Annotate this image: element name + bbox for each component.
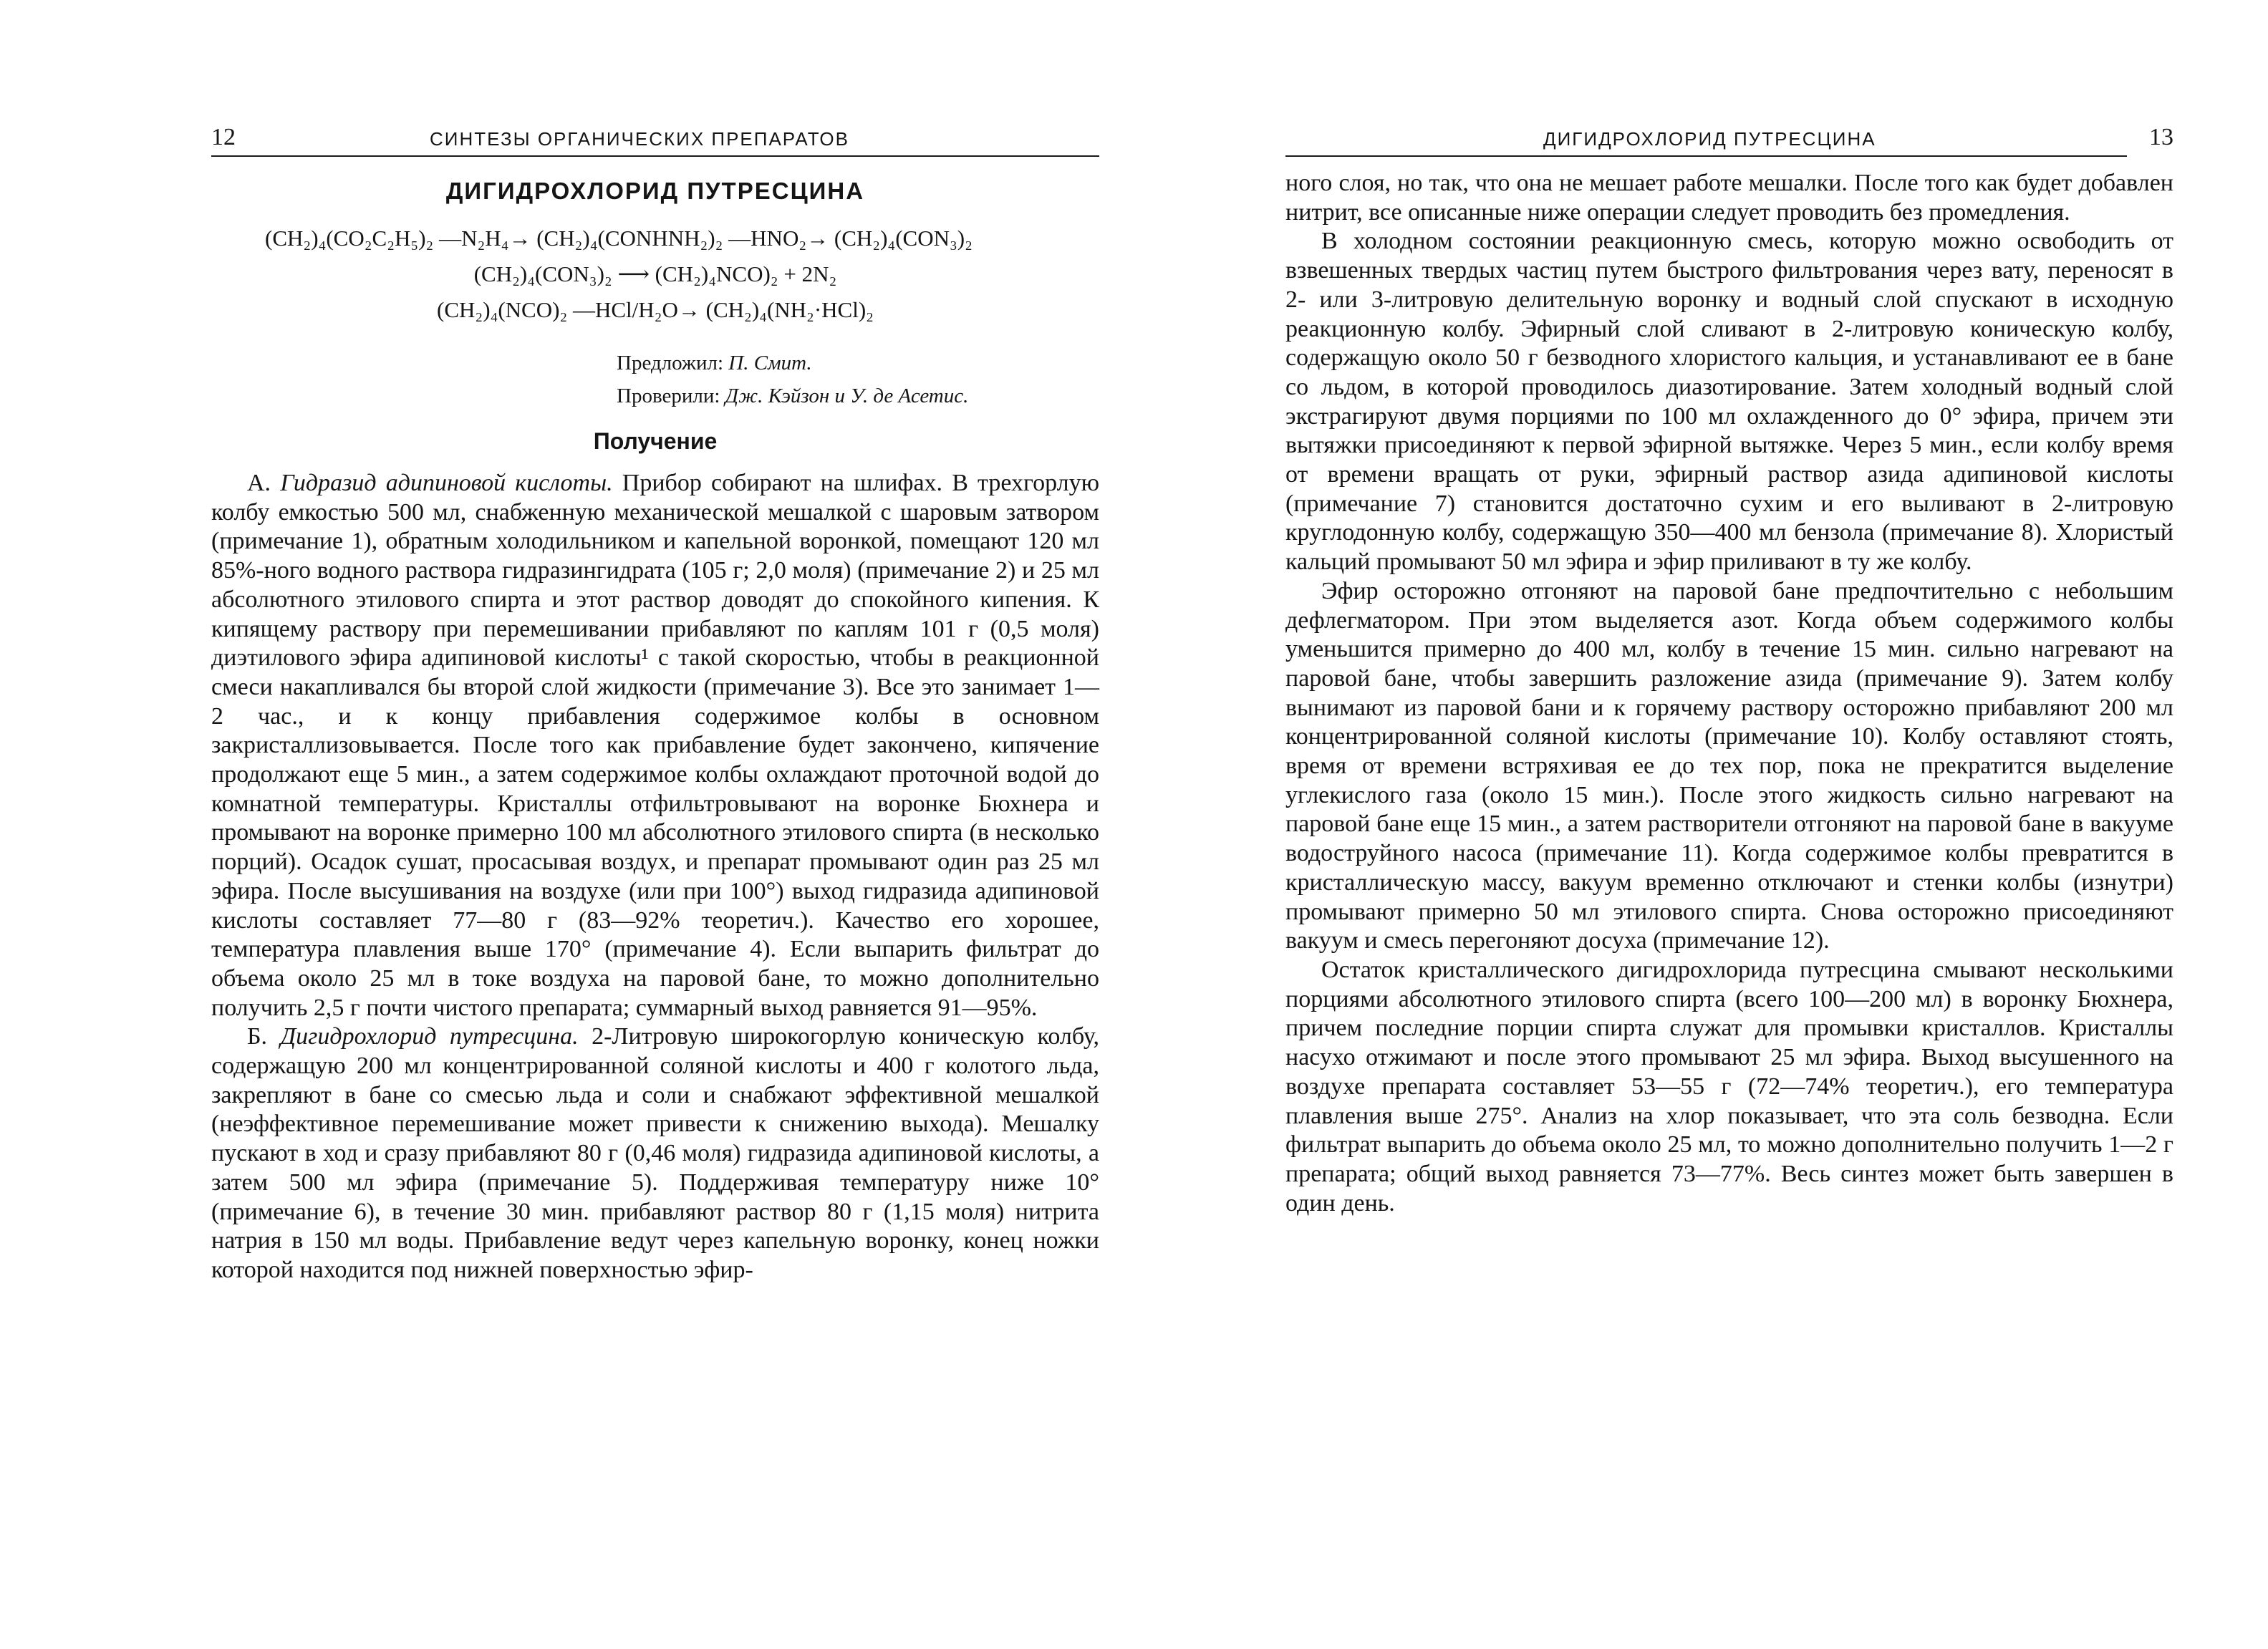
left-content [211, 178, 1099, 1285]
reaction-equation-2: (CH₂)₄(CON₃)₂ ⟶ (CH₂)₄NCO)₂ + 2N₂ [473, 261, 837, 286]
paragraph-residue: Остаток кристаллического дигидрохлорида путресцина смывают несколькими порциями абсолютного этилового спирта (всего 100—200 мл) в воронку Бюхнера, причем последние порции спирта служат для промывки кристаллов. Кристаллы насухо отжимают и после этого промывают 25 мл эфира. Выход высушенного на воздухе препарата составляет 53—55 г (72—74% теоретич.), его температура плавления выше 275°. Анализ на хлор показывает, что эта соль безводна. Если фильтрат выпарить до объема около 25 мл, то можно дополнительно получить 1—2 г препарата; общий выход равняется 73—77%. Весь синтез может быть завершен в один день. [1285, 956, 2173, 1217]
paragraph-ether-distillation: Эфир осторожно отгоняют на паровой бане предпочтительно с небольшим дефлегматором. При этом выделяется азот. Когда объем содержимого колбы уменьшится примерно до 400 мл, колбу в течение 15 мин. сильно нагревают на паровой бане, чтобы завершить разложение азида (примечание 9). Затем колбу вынимают из паровой бани и к горячему раствору осторожно прибавляют 200 мл концентрированной соляной кислоты (примечание 10). Колбу оставляют стоять, время от времени встряхивая ее до тех пор, пока не прекратится выделение углекислого газа (около 15 мин.). После этого жидкость сильно нагревают на паровой бане еще 15 мин., а затем растворители отгоняют на паровой бане в вакууме водоструйного насоса (примечание 11). Когда содержимое колбы превратится в кристаллическую массу, вакуум временно отключают и стенки колбы (изнутри) промывают примерно 50 мл этилового спирта. Снова осторожно присоединяют вакуум и смесь перегоняют досуха (примечание 12). [1285, 577, 2173, 954]
paragraph-continued: ного слоя, но так, что она не мешает работе мешалки. После того как будет добавлен нитрит, все описанные ниже операции следует проводить без промедления. [1285, 170, 2173, 226]
right-running-head [1285, 118, 2173, 161]
reaction-equation-1: (CH₂)₄(CO₂C₂H₅)₂ —N₂H₄→ (CH₂)₄(CONHNH₂)₂ —HNO₂→ (CH₂)₄(CON₃)₂ [265, 226, 973, 251]
paragraph-b-text: 2-Литровую широкогорлую коническую колбу, содержащую 200 мл концентрированной соляной кислоты и 400 г колотого льда, закрепляют в бане со смесью льда и соли и снабжают эффективной мешалкой (неэффективное перемешивание может привести к снижению выхода). Мешалку пускают в ход и сразу прибавляют 80 г (0,46 моля) гидразида адипиновой кислоты, а затем 500 мл эфира (примечание 5). Поддерживая температуру ниже 10° (примечание 6), в течение 30 мин. прибавляют раствор 80 г (1,15 моля) нитрита натрия в 150 мл воды. Прибавление ведут через капельную воронку, конец ножки которой находится под нижней поверхностью эфир- [211, 1023, 1099, 1283]
section-title: Получение [593, 428, 718, 454]
left-head-rule [211, 155, 1099, 157]
paragraph-b [211, 1022, 1099, 1285]
checked-names: Дж. Кэйзон и У. де Асетис. [725, 385, 969, 407]
right-head-rule [1285, 155, 2127, 157]
left-page-number: 12 [211, 124, 236, 150]
paragraph-a [211, 469, 1099, 1022]
article-title: ДИГИДРОХЛОРИД ПУТРЕСЦИНА [445, 178, 865, 204]
right-page-number: 13 [2149, 124, 2173, 150]
credit-proposed [617, 347, 1099, 379]
checked-label: Проверили: [617, 385, 720, 407]
paragraph-b-heading: Дигидрохлорид путресцина. [280, 1023, 579, 1050]
paragraph-a-heading: Гидразид адипиновой кислоты. [280, 470, 613, 496]
right-running-head-title: ДИГИДРОХЛОРИД ПУТРЕСЦИНА [1543, 128, 1876, 150]
reaction-equation-3: (CH₂)₄(NCO)₂ —HCl/H₂O→ (CH₂)₄(NH₂·HCl)₂ [437, 297, 874, 322]
right-content [1285, 169, 2173, 1218]
credits [211, 347, 1099, 412]
left-running-head-title: СИНТЕЗЫ ОРГАНИЧЕСКИХ ПРЕПАРАТОВ [430, 128, 849, 150]
proposed-name: П. Смит. [728, 352, 812, 374]
left-running-head [211, 118, 1099, 161]
paragraph-a-text: Прибор собирают на шлифах. В трехгорлую колбу емкостью 500 мл, снабженную механической мешалкой с шаровым затвором (примечание 1), обратным холодильником и капельной воронкой, помещают 120 мл 85%-ного водного раствора гидразингидрата (105 г; 2,0 моля) (примечание 2) и 25 мл абсолютного этилового спирта и этот раствор доводят до спокойного кипения. К кипящему раствору при перемешивании прибавляют по каплям 101 г (0,5 моля) диэтилового эфира адипиновой кислоты¹ с такой скоростью, чтобы в реакционной смеси накапливался бы второй слой жидкости (примечание 3). Все это занимает 1—2 час., и к концу прибавления содержимое колбы в основном закристаллизовывается. После того как прибавление будет закончено, кипячение продолжают еще 5 мин., а затем содержимое колбы охлаждают проточной водой до комнатной температуры. Кристаллы отфильтровывают на воронке Бюхнера и промывают на воронке примерно 100 мл абсолютного этилового спирта (в несколько порций). Осадок сушат, просасывая воздух, и препарат промывают один раз 25 мл эфира. После высушивания на воздухе (или при 100°) выход гидразида адипиновой кислоты составляет 77—80 г (83—92% теоретич.). Качество его хорошее, температура плавления выше 170° (примечание 4). Если выпарить фильтрат до объема около 25 мл в токе воздуха на паровой бане, то можно дополнительно получить 2,5 г почти чистого препарата; суммарный выход равняется 91—95%. [211, 470, 1099, 1021]
paragraph-a-lead: А. [247, 470, 281, 496]
paragraph-b-lead: Б. [247, 1023, 281, 1050]
paragraph-cold-state: В холодном состоянии реакционную смесь, которую можно освободить от взвешенных твердых частиц путем быстрого фильтрования через вату, переносят в 2- или 3-литровую делительную воронку и водный слой спускают в исходную реакционную колбу. Эфирный слой сливают в 2-литровую коническую колбу, содержащую около 50 г безводного хлористого кальция, и устанавливают ее в бане со льдом, в которой проводилось диазотирование. Затем холодный водный слой экстрагируют двумя порциями по 100 мл охлажденного до 0° эфира, причем эти вытяжки присоединяют к первой эфирной вытяжке. Через 5 мин., если колбу время от времени вращать от руки, эфирный раствор азида адипиновой кислоты (примечание 7) становится достаточно сухим и его выливают в 2-литровую круглодонную колбу, содержащую 350—400 мл бензола (примечание 8). Хлористый кальций промывают 50 мл эфира и эфир приливают в ту же колбу. [1285, 228, 2173, 576]
credit-checked [617, 379, 1099, 412]
proposed-label: Предложил: [617, 352, 724, 374]
